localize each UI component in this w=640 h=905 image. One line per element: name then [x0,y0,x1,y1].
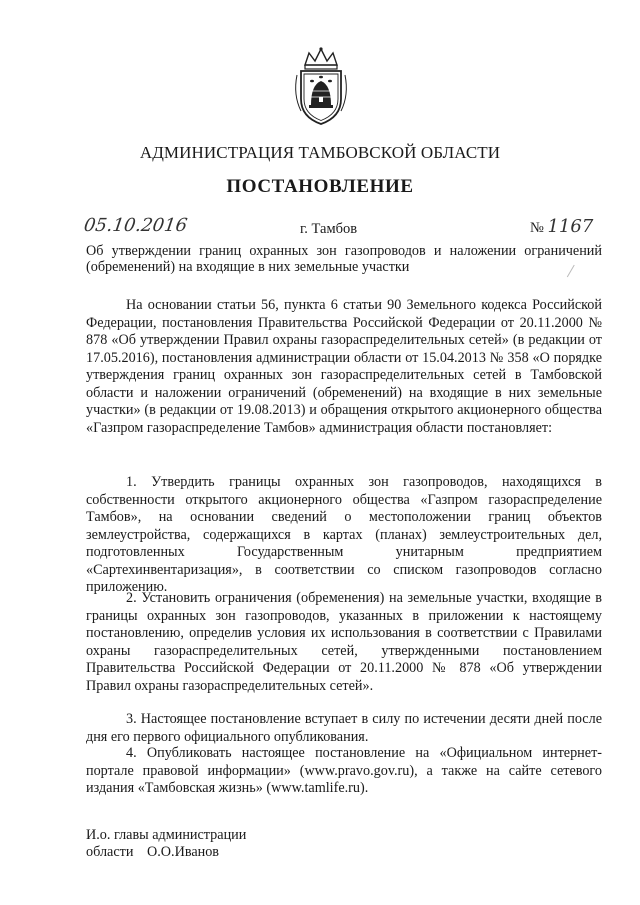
signatory-position-line1: И.о. главы администрации [86,827,247,843]
document-city: г. Тамбов [300,221,358,237]
basis-paragraph: На основании статьи 56, пункта 6 статьи 90 Земельного кодекса Российской Федерации, постановления Правительства Российской Федерации от 20.11.2000 № 878 «Об утверждении Правил охраны газораспределительных сетей» (в редакции от 17.05.2016), постановления администрации области от 15.04.2013 № 358 «О порядке утверждения границ охранных зон газораспределительных сетей в Тамбовской области и наложении ограничений (обременений) на входящие в них земельные участки» (в редакции от 19.08.2013) и обращения открытого акционерного общества «Газпром газораспределение Тамбов» администрация области постановляет: [86,297,602,436]
signature-block [86,827,246,860]
tambov-coat-of-arms-icon [291,45,351,127]
document-number-block [530,216,593,237]
item-4-paragraph: 4. Опубликовать настоящее постановление на «Официальном интернет-портале правовой информации» (www.pravo.gov.ru), а также на сайте сетевого издания «Тамбовская жизнь» (www.tamlife.ru). [86,745,602,796]
item-2-paragraph: 2. Установить ограничения (обременения) на земельные участки, входящие в границы охранных зон газопроводов, указанных в приложении к настоящему постановлению, определив условия их использования в соответствии с Правилами охраны газораспределительных сетей, утвержденными постановлением Правительства Российской Федерации от 20.11.2000 № 878 «Об утверждении Правил охраны газораспределительных сетей». [86,590,602,694]
document-number: 1167 [547,216,594,237]
organization-title: АДМИНИСТРАЦИЯ ТАМБОВСКОЙ ОБЛАСТИ [139,143,501,162]
signatory-name: О.О.Иванов [146,843,220,860]
document-date: 05.10.2016 [82,215,189,236]
signatory-line2 [86,844,246,861]
signatory-position-line2: области [86,843,134,860]
document-type-title: ПОСТАНОВЛЕНИЕ [226,176,414,197]
item-1-paragraph: 1. Утвердить границы охранных зон газопроводов, находящихся в собственности открытого акционерного общества «Газпром газораспределение Тамбов», на основании сведений о местоположении границ объектов землеустройства, содержащихся в картах (планах) землеустроительных дел, подготовленных Государственным унитарным предприятием «Сартехинвентаризация», в соответствии со списком газопроводов согласно приложению. [86,474,602,595]
document-subject: Об утверждении границ охранных зон газопроводов и наложении ограничений (обременений) на входящие в них земельные участки [86,243,602,275]
item-3-paragraph: 3. Настоящее постановление вступает в силу по истечении десяти дней после дня его первого официального опубликования. [86,711,602,745]
number-label: № [530,220,544,236]
